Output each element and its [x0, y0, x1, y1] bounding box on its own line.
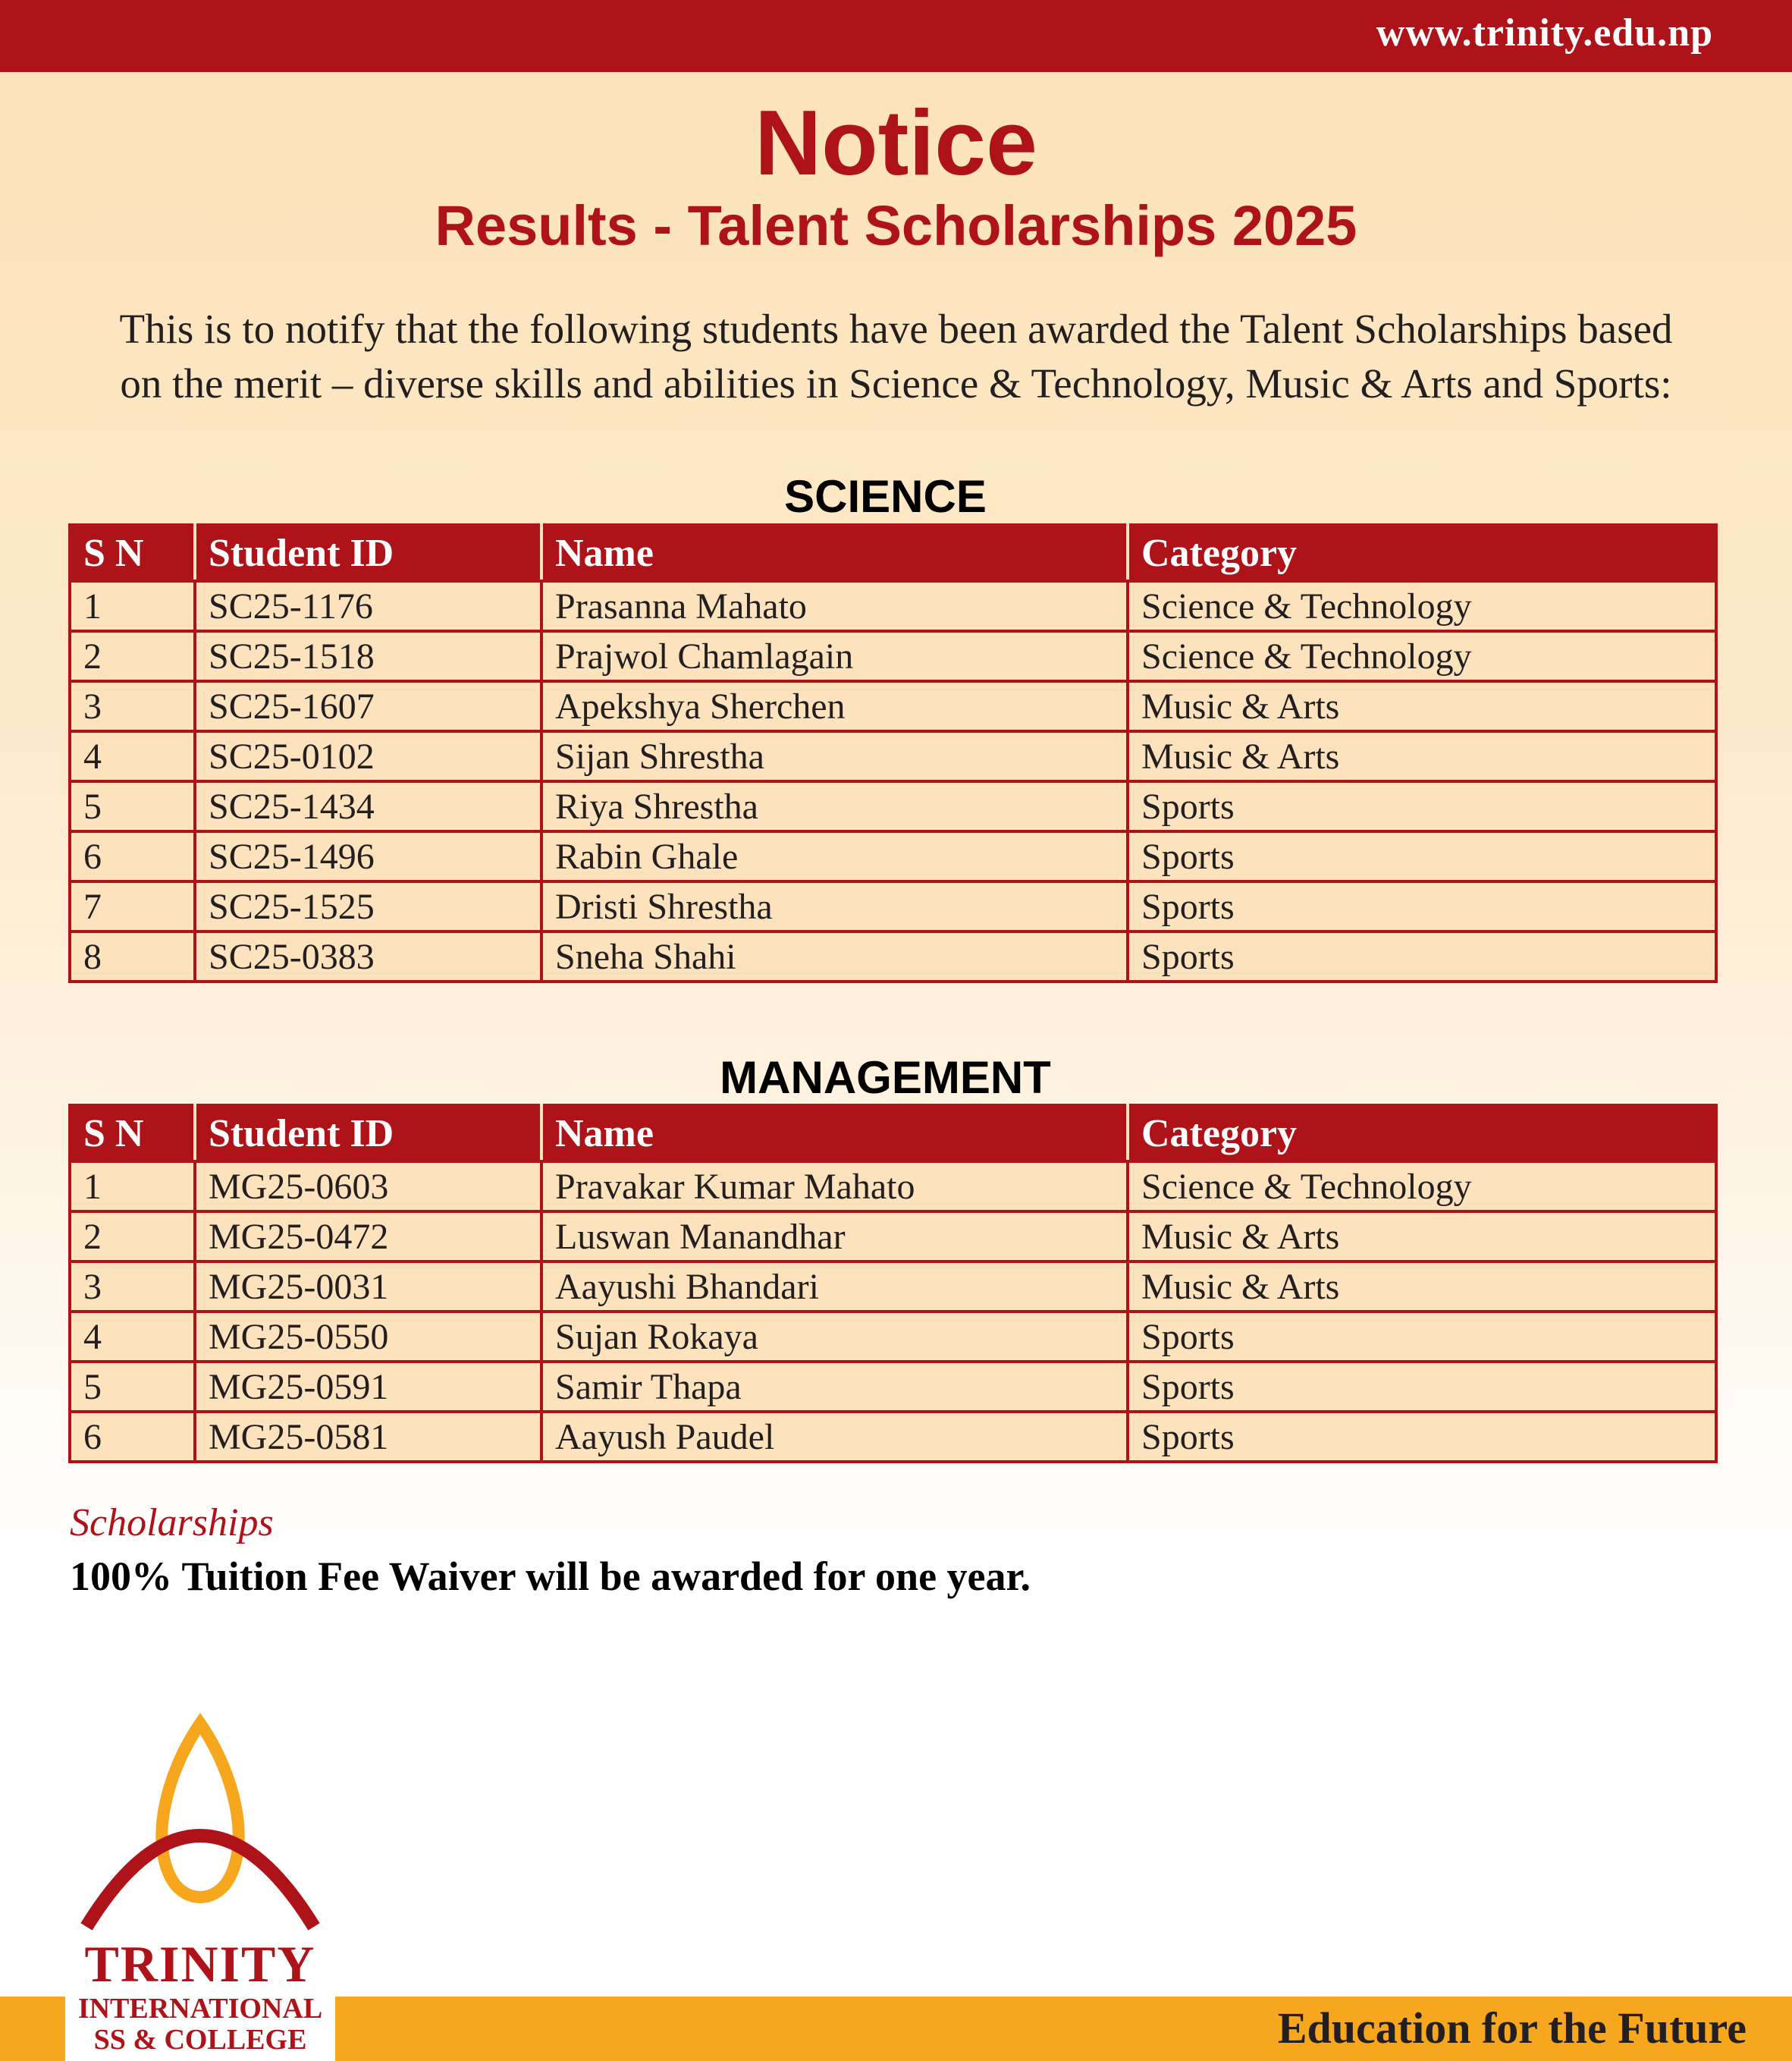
- cell-name: Dristi Shrestha: [541, 881, 1128, 932]
- cell-category: Music & Arts: [1128, 1211, 1716, 1261]
- cell-student-id: SC25-1496: [195, 831, 541, 881]
- college-logo: [65, 1693, 335, 2061]
- science-table: [68, 523, 1718, 983]
- cell-sn: 4: [70, 731, 195, 781]
- cell-student-id: MG25-0581: [195, 1412, 541, 1462]
- cell-category: Music & Arts: [1128, 681, 1716, 731]
- cell-student-id: SC25-0102: [195, 731, 541, 781]
- table-row: [70, 1312, 1716, 1362]
- table-row: [70, 881, 1716, 932]
- website-link[interactable]: www.trinity.edu.np: [1376, 11, 1713, 55]
- table-header-row: [70, 525, 1716, 581]
- cell-category: Sports: [1128, 1362, 1716, 1412]
- notice-intro: [46, 302, 1746, 411]
- table-row: [70, 681, 1716, 731]
- cell-sn: 3: [70, 1261, 195, 1312]
- table-row: [70, 1211, 1716, 1261]
- cell-student-id: SC25-1176: [195, 581, 541, 631]
- column-header-sn: S N: [70, 1105, 195, 1161]
- cell-name: Aayush Paudel: [541, 1412, 1128, 1462]
- trinity-knot-icon: [65, 1693, 335, 1943]
- cell-category: Science & Technology: [1128, 581, 1716, 631]
- cell-category: Music & Arts: [1128, 731, 1716, 781]
- table-row: [70, 781, 1716, 831]
- cell-sn: 4: [70, 1312, 195, 1362]
- cell-name: Apekshya Sherchen: [541, 681, 1128, 731]
- cell-name: Sujan Rokaya: [541, 1312, 1128, 1362]
- cell-category: Sports: [1128, 781, 1716, 831]
- cell-name: Prajwol Chamlagain: [541, 631, 1128, 681]
- cell-student-id: SC25-1525: [195, 881, 541, 932]
- cell-name: Sneha Shahi: [541, 932, 1128, 982]
- scholarships-label: Scholarships: [70, 1501, 274, 1544]
- cell-name: Prasanna Mahato: [541, 581, 1128, 631]
- cell-name: Luswan Manandhar: [541, 1211, 1128, 1261]
- cell-sn: 5: [70, 1362, 195, 1412]
- cell-student-id: MG25-0591: [195, 1362, 541, 1412]
- table-row: [70, 932, 1716, 982]
- management-heading: MANAGEMENT: [720, 1052, 1051, 1103]
- cell-name: Riya Shrestha: [541, 781, 1128, 831]
- cell-name: Sijan Shrestha: [541, 731, 1128, 781]
- cell-student-id: SC25-1518: [195, 631, 541, 681]
- science-heading: SCIENCE: [784, 471, 987, 522]
- cell-category: Science & Technology: [1128, 1161, 1716, 1211]
- cell-student-id: SC25-1607: [195, 681, 541, 731]
- management-table-body: [70, 1161, 1716, 1462]
- cell-sn: 1: [70, 1161, 195, 1211]
- cell-student-id: SC25-0383: [195, 932, 541, 982]
- cell-student-id: MG25-0472: [195, 1211, 541, 1261]
- column-header-sn: S N: [70, 525, 195, 581]
- table-row: [70, 581, 1716, 631]
- intro-line-1: This is to notify that the following students have been awarded the Talent Scholarships based: [119, 306, 1673, 352]
- cell-sn: 7: [70, 881, 195, 932]
- column-header-name: Name: [541, 525, 1128, 581]
- table-header-row: [70, 1105, 1716, 1161]
- cell-sn: 3: [70, 681, 195, 731]
- cell-name: Pravakar Kumar Mahato: [541, 1161, 1128, 1211]
- table-row: [70, 1412, 1716, 1462]
- cell-name: Rabin Ghale: [541, 831, 1128, 881]
- cell-sn: 6: [70, 831, 195, 881]
- table-row: [70, 831, 1716, 881]
- intro-line-2: on the merit – diverse skills and abilities in Science & Technology, Music & Arts and Sports:: [120, 360, 1672, 407]
- cell-category: Music & Arts: [1128, 1261, 1716, 1312]
- scholarships-text: 100% Tuition Fee Waiver will be awarded for one year.: [70, 1554, 1031, 1599]
- cell-student-id: SC25-1434: [195, 781, 541, 831]
- notice-subtitle: Results - Talent Scholarships 2025: [435, 194, 1357, 257]
- column-header-name: Name: [541, 1105, 1128, 1161]
- cell-category: Sports: [1128, 881, 1716, 932]
- footer-tagline: Education for the Future: [1277, 2003, 1746, 2053]
- cell-category: Sports: [1128, 831, 1716, 881]
- table-row: [70, 731, 1716, 781]
- cell-category: Sports: [1128, 932, 1716, 982]
- table-row: [70, 1161, 1716, 1211]
- management-table: [68, 1104, 1718, 1463]
- table-row: [70, 1362, 1716, 1412]
- cell-category: Sports: [1128, 1412, 1716, 1462]
- logo-name: TRINITY: [84, 1935, 316, 1993]
- header-bar: [0, 0, 1792, 72]
- cell-student-id: MG25-0031: [195, 1261, 541, 1312]
- cell-sn: 5: [70, 781, 195, 831]
- logo-line-3: SS & COLLEGE: [93, 2024, 307, 2056]
- table-row: [70, 631, 1716, 681]
- column-header-category: Category: [1128, 525, 1716, 581]
- cell-student-id: MG25-0603: [195, 1161, 541, 1211]
- table-row: [70, 1261, 1716, 1312]
- notice-title: Notice: [755, 91, 1037, 194]
- logo-line-2: INTERNATIONAL: [77, 1993, 323, 2025]
- cell-name: Aayushi Bhandari: [541, 1261, 1128, 1312]
- cell-sn: 6: [70, 1412, 195, 1462]
- cell-category: Science & Technology: [1128, 631, 1716, 681]
- cell-sn: 2: [70, 1211, 195, 1261]
- cell-sn: 1: [70, 581, 195, 631]
- column-header-category: Category: [1128, 1105, 1716, 1161]
- cell-category: Sports: [1128, 1312, 1716, 1362]
- cell-sn: 2: [70, 631, 195, 681]
- cell-student-id: MG25-0550: [195, 1312, 541, 1362]
- cell-name: Samir Thapa: [541, 1362, 1128, 1412]
- science-table-body: [70, 581, 1716, 982]
- column-header-student-id: Student ID: [195, 1105, 541, 1161]
- cell-sn: 8: [70, 932, 195, 982]
- column-header-student-id: Student ID: [195, 525, 541, 581]
